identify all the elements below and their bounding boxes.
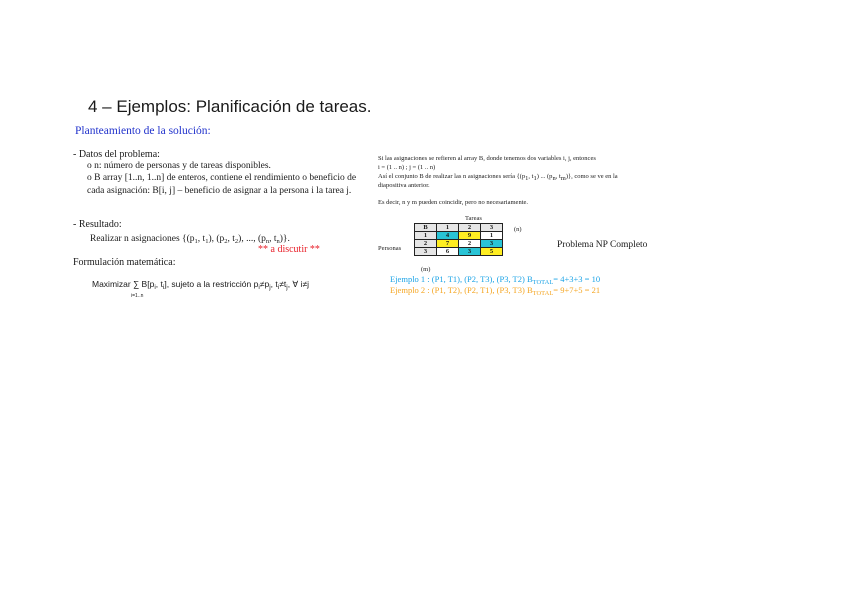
- right-para-line-4: diapositiva anterior.: [378, 182, 430, 189]
- m-label: (m): [421, 266, 431, 273]
- row-header: 2: [415, 240, 437, 248]
- table-cell: 7: [437, 240, 459, 248]
- ejemplo-1-sub: TOTAL: [532, 279, 554, 286]
- row-header: 1: [415, 232, 437, 240]
- table-header-row: [415, 224, 503, 232]
- table-cell: 2: [459, 240, 481, 248]
- table-row: [415, 248, 503, 256]
- ejemplo-1: [390, 274, 600, 284]
- resultado-text: Realizar n asignaciones {($p_1$, $t_1$), ($p_2$, $t_2$), ..., ($p_n$, $t_n$)}.: [90, 234, 290, 245]
- ejemplo-1-value: = 4+3+3 = 10: [553, 274, 601, 284]
- ejemplo-2: [390, 285, 600, 295]
- table-row: [415, 232, 503, 240]
- formulacion-header: Formulación matemática:: [73, 257, 176, 268]
- maximizar-label: Maximizar: [92, 279, 131, 289]
- table-cell: 9: [459, 232, 481, 240]
- formula: Maximizar ∑ $B[p_i$, $t_i$], sujeto a la restricción $p_i\ne p_j$, $t_i\ne t_j$, ∀ i≠j: [92, 279, 310, 291]
- restriccion-text: , sujeto a la restricción p: [166, 279, 259, 289]
- col-header: 3: [481, 224, 503, 232]
- right-para-line-2: i = (1 .. n) ; j = (1 .. n): [378, 164, 436, 171]
- ejemplo-2-value: = 9+7+5 = 21: [553, 285, 601, 295]
- right-note: Es decir, n y m pueden coincidir, pero no necesariamente.: [378, 199, 529, 206]
- table-cell: 4: [437, 232, 459, 240]
- ejemplo-2-prefix: Ejemplo 2 : (P1, T2), (P2, T1), (P3, T3) B: [390, 285, 533, 295]
- col-header: 1: [437, 224, 459, 232]
- discutir-note: ** a discutir **: [258, 244, 320, 255]
- table-cell: 6: [437, 248, 459, 256]
- right-para-line-3-start: Así el conjunto B de realizar las n asignaciones sería {(p: [378, 173, 526, 180]
- slide-subtitle: Planteamiento de la solución:: [75, 125, 211, 137]
- right-para-line-1: Si las asignaciones se refieren al array B, donde tenemos dos variables i, j, entonces: [378, 155, 596, 162]
- datos-header: - Datos del problema:: [73, 149, 160, 160]
- personas-label: Personas: [378, 245, 402, 252]
- datos-item-1: o n: número de personas y de tareas disponibles.: [87, 161, 271, 171]
- table-corner: B: [415, 224, 437, 232]
- tareas-label: Tareas: [465, 215, 482, 222]
- slide-title: 4 – Ejemplos: Planificación de tareas.: [88, 97, 372, 116]
- resultado-text-start: Realizar n asignaciones {(p: [90, 234, 195, 244]
- table-cell: 1: [481, 232, 503, 240]
- col-header: 2: [459, 224, 481, 232]
- resultado-header: - Resultado:: [73, 219, 122, 230]
- benefit-grid: [414, 223, 503, 256]
- datos-item-2: o B array [1..n, 1..n] de enteros, contiene el rendimiento o beneficio de cada asignación: B[i, j] – beneficio de asignar a la persona i la tarea j.: [87, 173, 357, 196]
- table-row: [415, 240, 503, 248]
- benefit-table: [414, 223, 503, 256]
- right-para-line-3-end: }, como se ve en la: [567, 173, 618, 180]
- table-cell: 3: [481, 240, 503, 248]
- ejemplo-2-sub: TOTAL: [532, 290, 554, 297]
- table-cell: 3: [459, 248, 481, 256]
- sum-symbol: ∑: [133, 279, 140, 289]
- table-cell: 5: [481, 248, 503, 256]
- ejemplo-1-prefix: Ejemplo 1 : (P1, T1), (P2, T3), (P3, T2) B: [390, 274, 533, 284]
- n-label: (n): [514, 226, 522, 233]
- maximizar-expr: B[p: [141, 279, 155, 289]
- np-complete-label: Problema NP Completo: [557, 240, 648, 250]
- row-header: 3: [415, 248, 437, 256]
- right-para-line-3: Así el conjunto B de realizar las n asignaciones sería {($p_1$, $t_1$) ... ($p_n$, $t_m$)}, como se ve en la: [378, 173, 618, 182]
- sum-limits: i=1..n: [131, 293, 144, 299]
